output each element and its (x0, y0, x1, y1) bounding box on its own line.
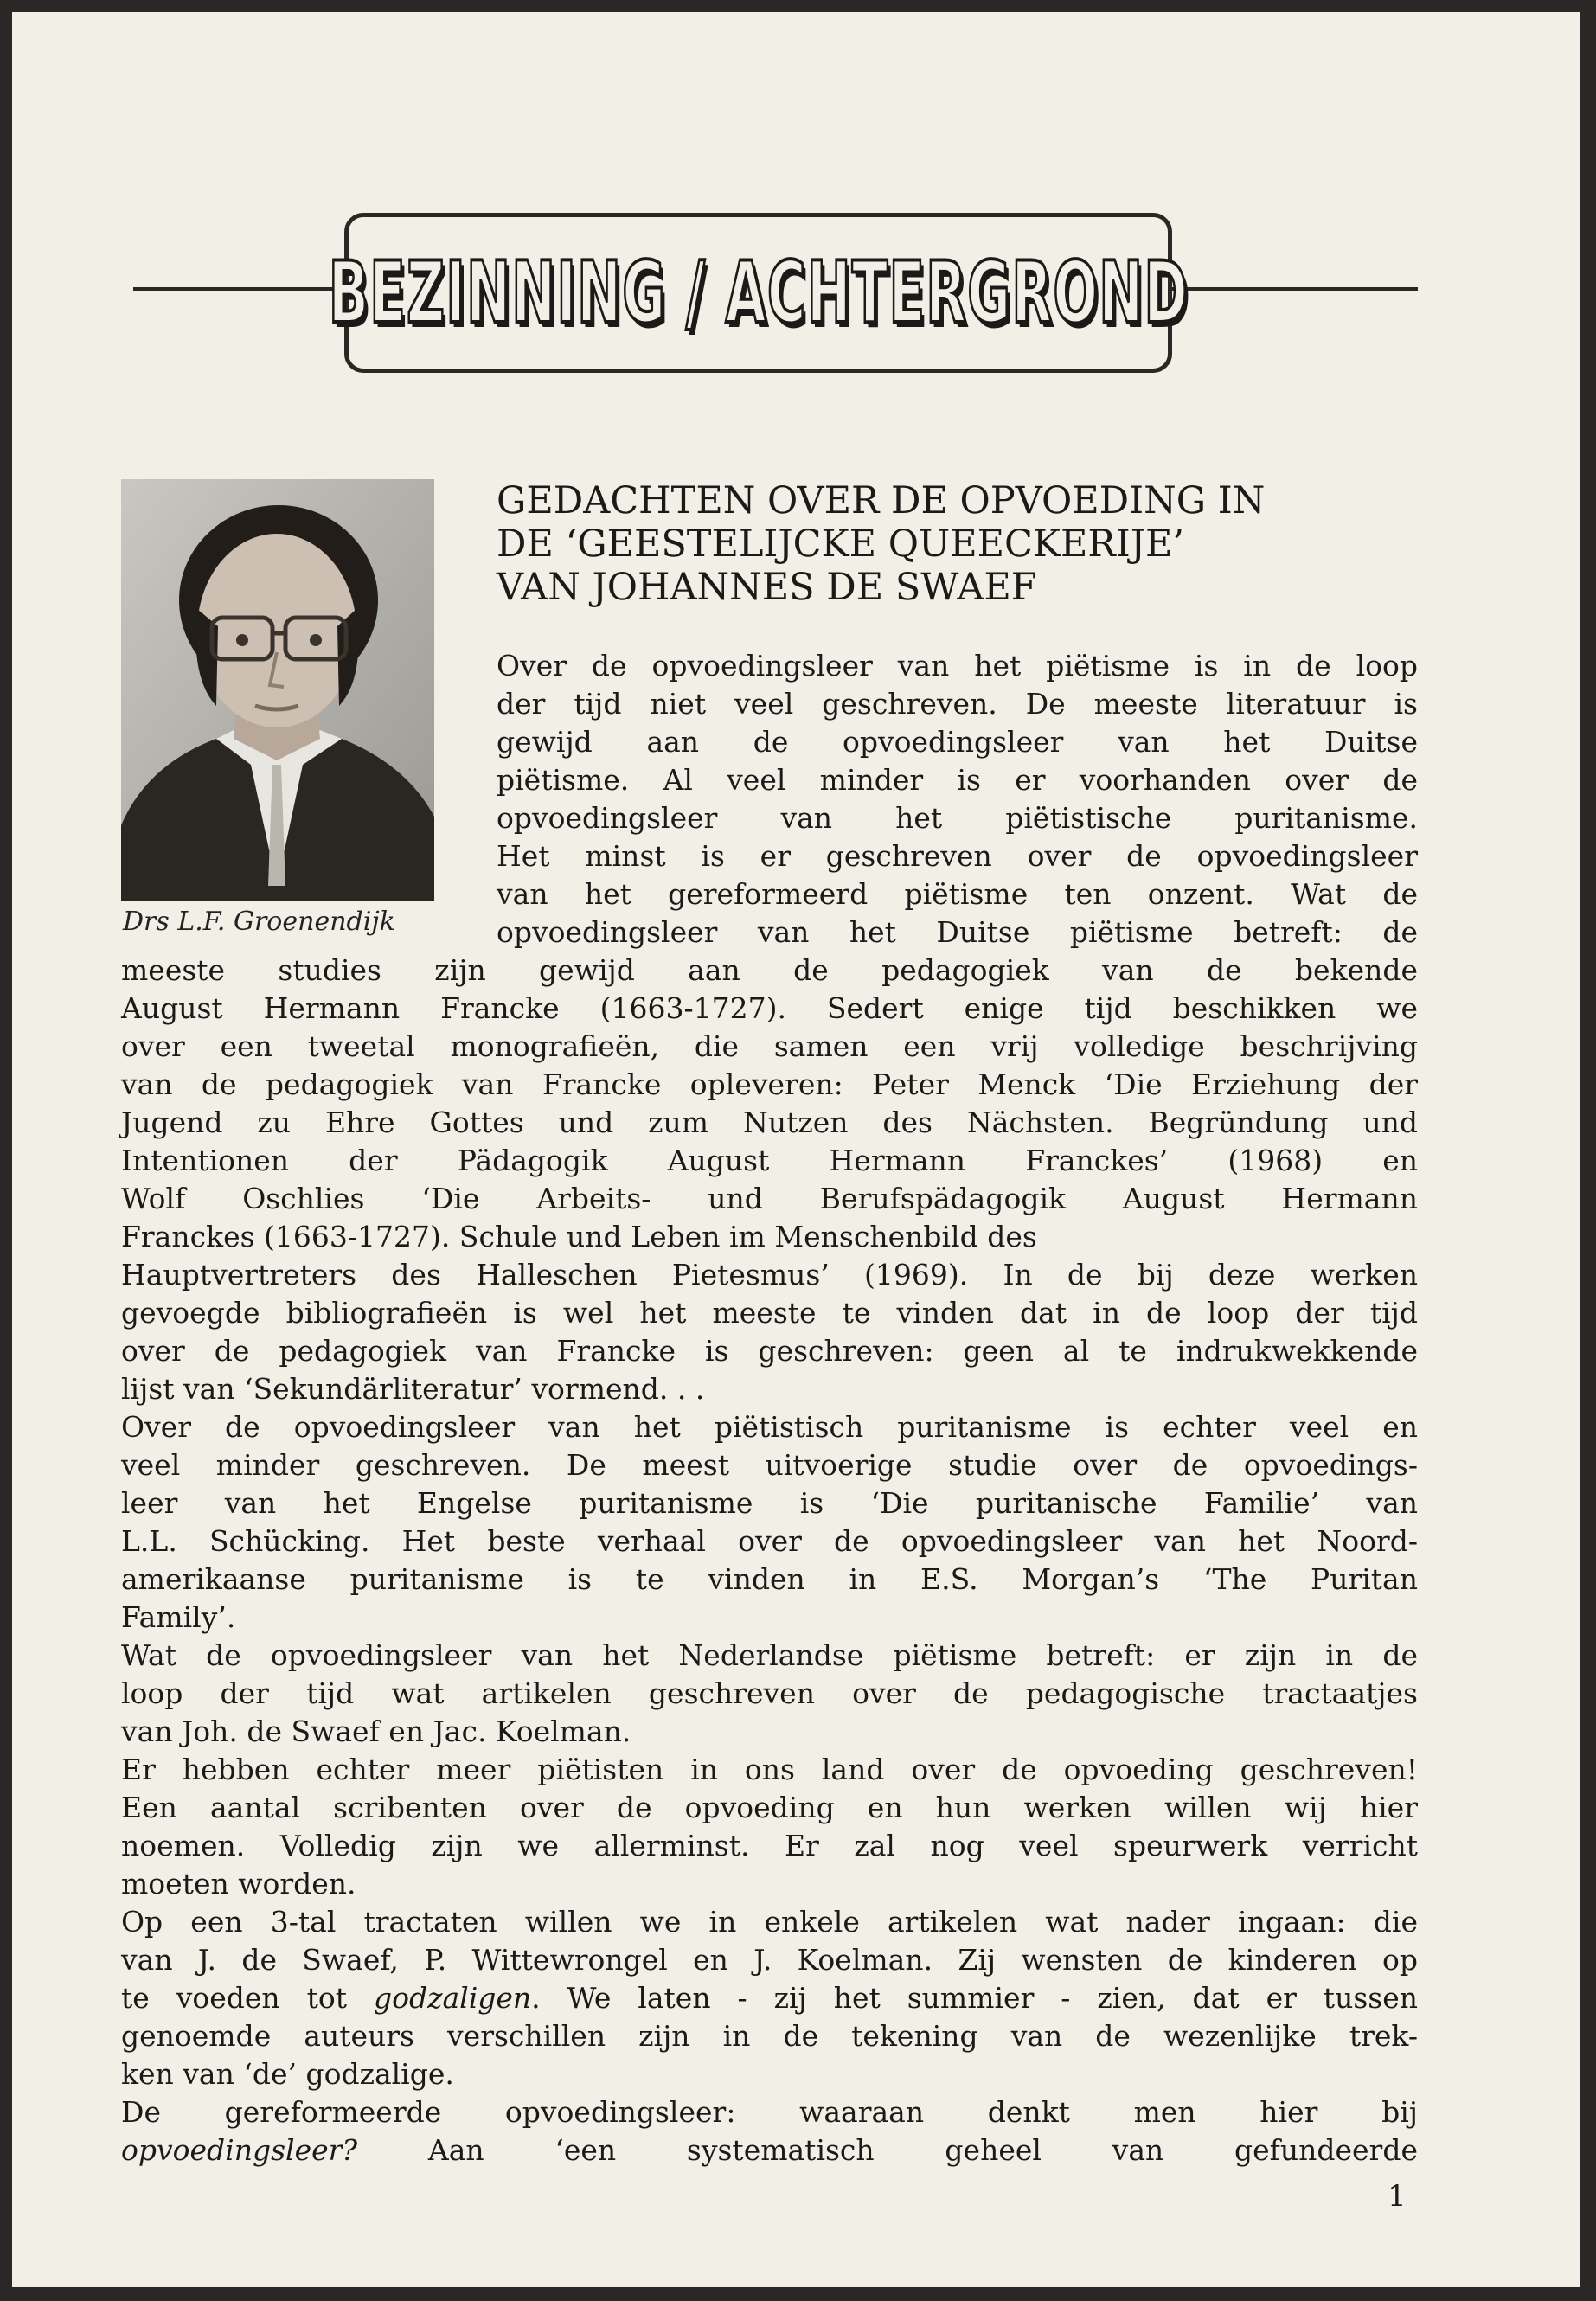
section-banner (328, 213, 1189, 373)
body-line: Jugend zu Ehre Gottes und zum Nutzen des Nächsten. Begründung und (121, 1106, 1418, 1139)
body-line: noemen. Volledig zijn we allerminst. Er zal nog veel speurwerk verricht (121, 1829, 1418, 1862)
body-line: gevoegde bibliografieën is wel het meeste te vinden dat in de loop der tijd (121, 1296, 1418, 1330)
body-line: Wat de opvoedingsleer van het Nederlandse piëtisme betreft: er zijn in de (121, 1638, 1418, 1672)
body-line: van de pedagogiek van Francke opleveren: Peter Menck ‘Die Erziehung der (121, 1067, 1418, 1101)
body-line: piëtisme. Al veel minder is er voorhanden over de (497, 763, 1418, 797)
banner-rule-right (1167, 287, 1418, 291)
photo-caption: Drs L.F. Groenendijk (123, 907, 395, 937)
body-line: opvoedingsleer van het Duitse piëtisme betreft: de (497, 915, 1418, 949)
body-line: amerikaanse puritanisme is te vinden in E.S. Morgan’s ‘The Puritan (121, 1562, 1418, 1596)
article-headline (497, 479, 1431, 609)
body-line: genoemde auteurs verschillen zijn in de tekening van de wezenlijke trek- (121, 2019, 1418, 2053)
body-line: van J. de Swaef, P. Wittewrongel en J. Koelman. Zij wensten de kinderen op (121, 1943, 1418, 1977)
italic-term: godzaligen (373, 1981, 532, 2015)
text-run: te voeden tot (121, 1981, 374, 2015)
page-number: 1 (1388, 2179, 1407, 2214)
body-line: moeten worden. (121, 1867, 356, 1900)
body-line: Intentionen der Pädagogik August Hermann Franckes’ (1968) en (121, 1144, 1418, 1177)
text-run: Aan ‘een systematisch geheel van gefundeerde (357, 2133, 1418, 2167)
body-line: leer van het Engelse puritanisme is ‘Die puritanische Familie’ van (121, 1486, 1418, 1520)
portrait-illustration (121, 479, 434, 901)
document-page (12, 12, 1580, 2287)
italic-term: opvoedingsleer? (121, 2133, 358, 2167)
body-line: meeste studies zijn gewijd aan de pedagogiek van de bekende (121, 953, 1418, 987)
text-run: . We laten - zij het summier - zien, dat er tussen (531, 1981, 1418, 2015)
body-line: Franckes (1663-1727). Schule und Leben im Menschenbild des (121, 1220, 1037, 1253)
headline-line: VAN JOHANNES DE SWAEF (497, 566, 1037, 609)
body-line: Over de opvoedingsleer van het piëtisme is in de loop (497, 649, 1418, 683)
body-line: veel minder geschreven. De meest uitvoerige studie over de opvoedings- (121, 1448, 1418, 1482)
body-line: lijst van ‘Sekundärliteratur’ vormend. . . (121, 1372, 705, 1406)
body-line: der tijd niet veel geschreven. De meeste literatuur is (497, 687, 1418, 721)
body-line: Het minst is er geschreven over de opvoedingsleer (497, 839, 1418, 873)
body-line: L.L. Schücking. Het beste verhaal over de opvoedingsleer van het Noord- (121, 1524, 1418, 1558)
headline-line: DE ‘GEESTELIJCKE QUEECKERIJE’ (497, 522, 1185, 566)
author-portrait-photo (121, 479, 434, 901)
body-line: Hauptvertreters des Halleschen Pietesmus’ (1969). In de bij deze werken (121, 1258, 1418, 1292)
body-line: De gereformeerde opvoedingsleer: waaraan denkt men hier bij (121, 2095, 1418, 2129)
body-line: Er hebben echter meer piëtisten in ons land over de opvoeding geschreven! (121, 1753, 1418, 1786)
banner-rule-left (133, 287, 349, 291)
body-line: Een aantal scribenten over de opvoeding en hun werken willen wij hier (121, 1791, 1418, 1824)
body-line-with-italic (121, 1979, 1418, 2017)
body-line: ken van ‘de’ godzalige. (121, 2057, 454, 2091)
body-line: gewijd aan de opvoedingsleer van het Duitse (497, 725, 1418, 759)
body-line: over een tweetal monografieën, die samen een vrij volledige beschrijving (121, 1029, 1418, 1063)
body-line: Op een 3-tal tractaten willen we in enkele artikelen wat nader ingaan: die (121, 1905, 1418, 1939)
body-line: van Joh. de Swaef en Jac. Koelman. (121, 1715, 631, 1748)
body-line-with-italic (121, 2131, 1418, 2170)
body-line: loop der tijd wat artikelen geschreven over de pedagogische tractaatjes (121, 1676, 1418, 1710)
body-line: over de pedagogiek van Francke is geschreven: geen al te indrukwekkende (121, 1334, 1418, 1368)
body-line: Family’. (121, 1600, 236, 1634)
body-line: Over de opvoedingsleer van het piëtistisch puritanisme is echter veel en (121, 1410, 1418, 1444)
body-line: van het gereformeerd piëtisme ten onzent. Wat de (497, 877, 1418, 911)
body-line: Wolf Oschlies ‘Die Arbeits- und Berufspädagogik August Hermann (121, 1182, 1418, 1215)
section-banner-title: BEZINNING / ACHTERGROND (328, 243, 1189, 343)
body-line: opvoedingsleer van het piëtistische puritanisme. (497, 801, 1418, 835)
body-line: August Hermann Francke (1663-1727). Sedert enige tijd beschikken we (121, 991, 1418, 1025)
headline-line: GEDACHTEN OVER DE OPVOEDING IN (497, 479, 1266, 522)
